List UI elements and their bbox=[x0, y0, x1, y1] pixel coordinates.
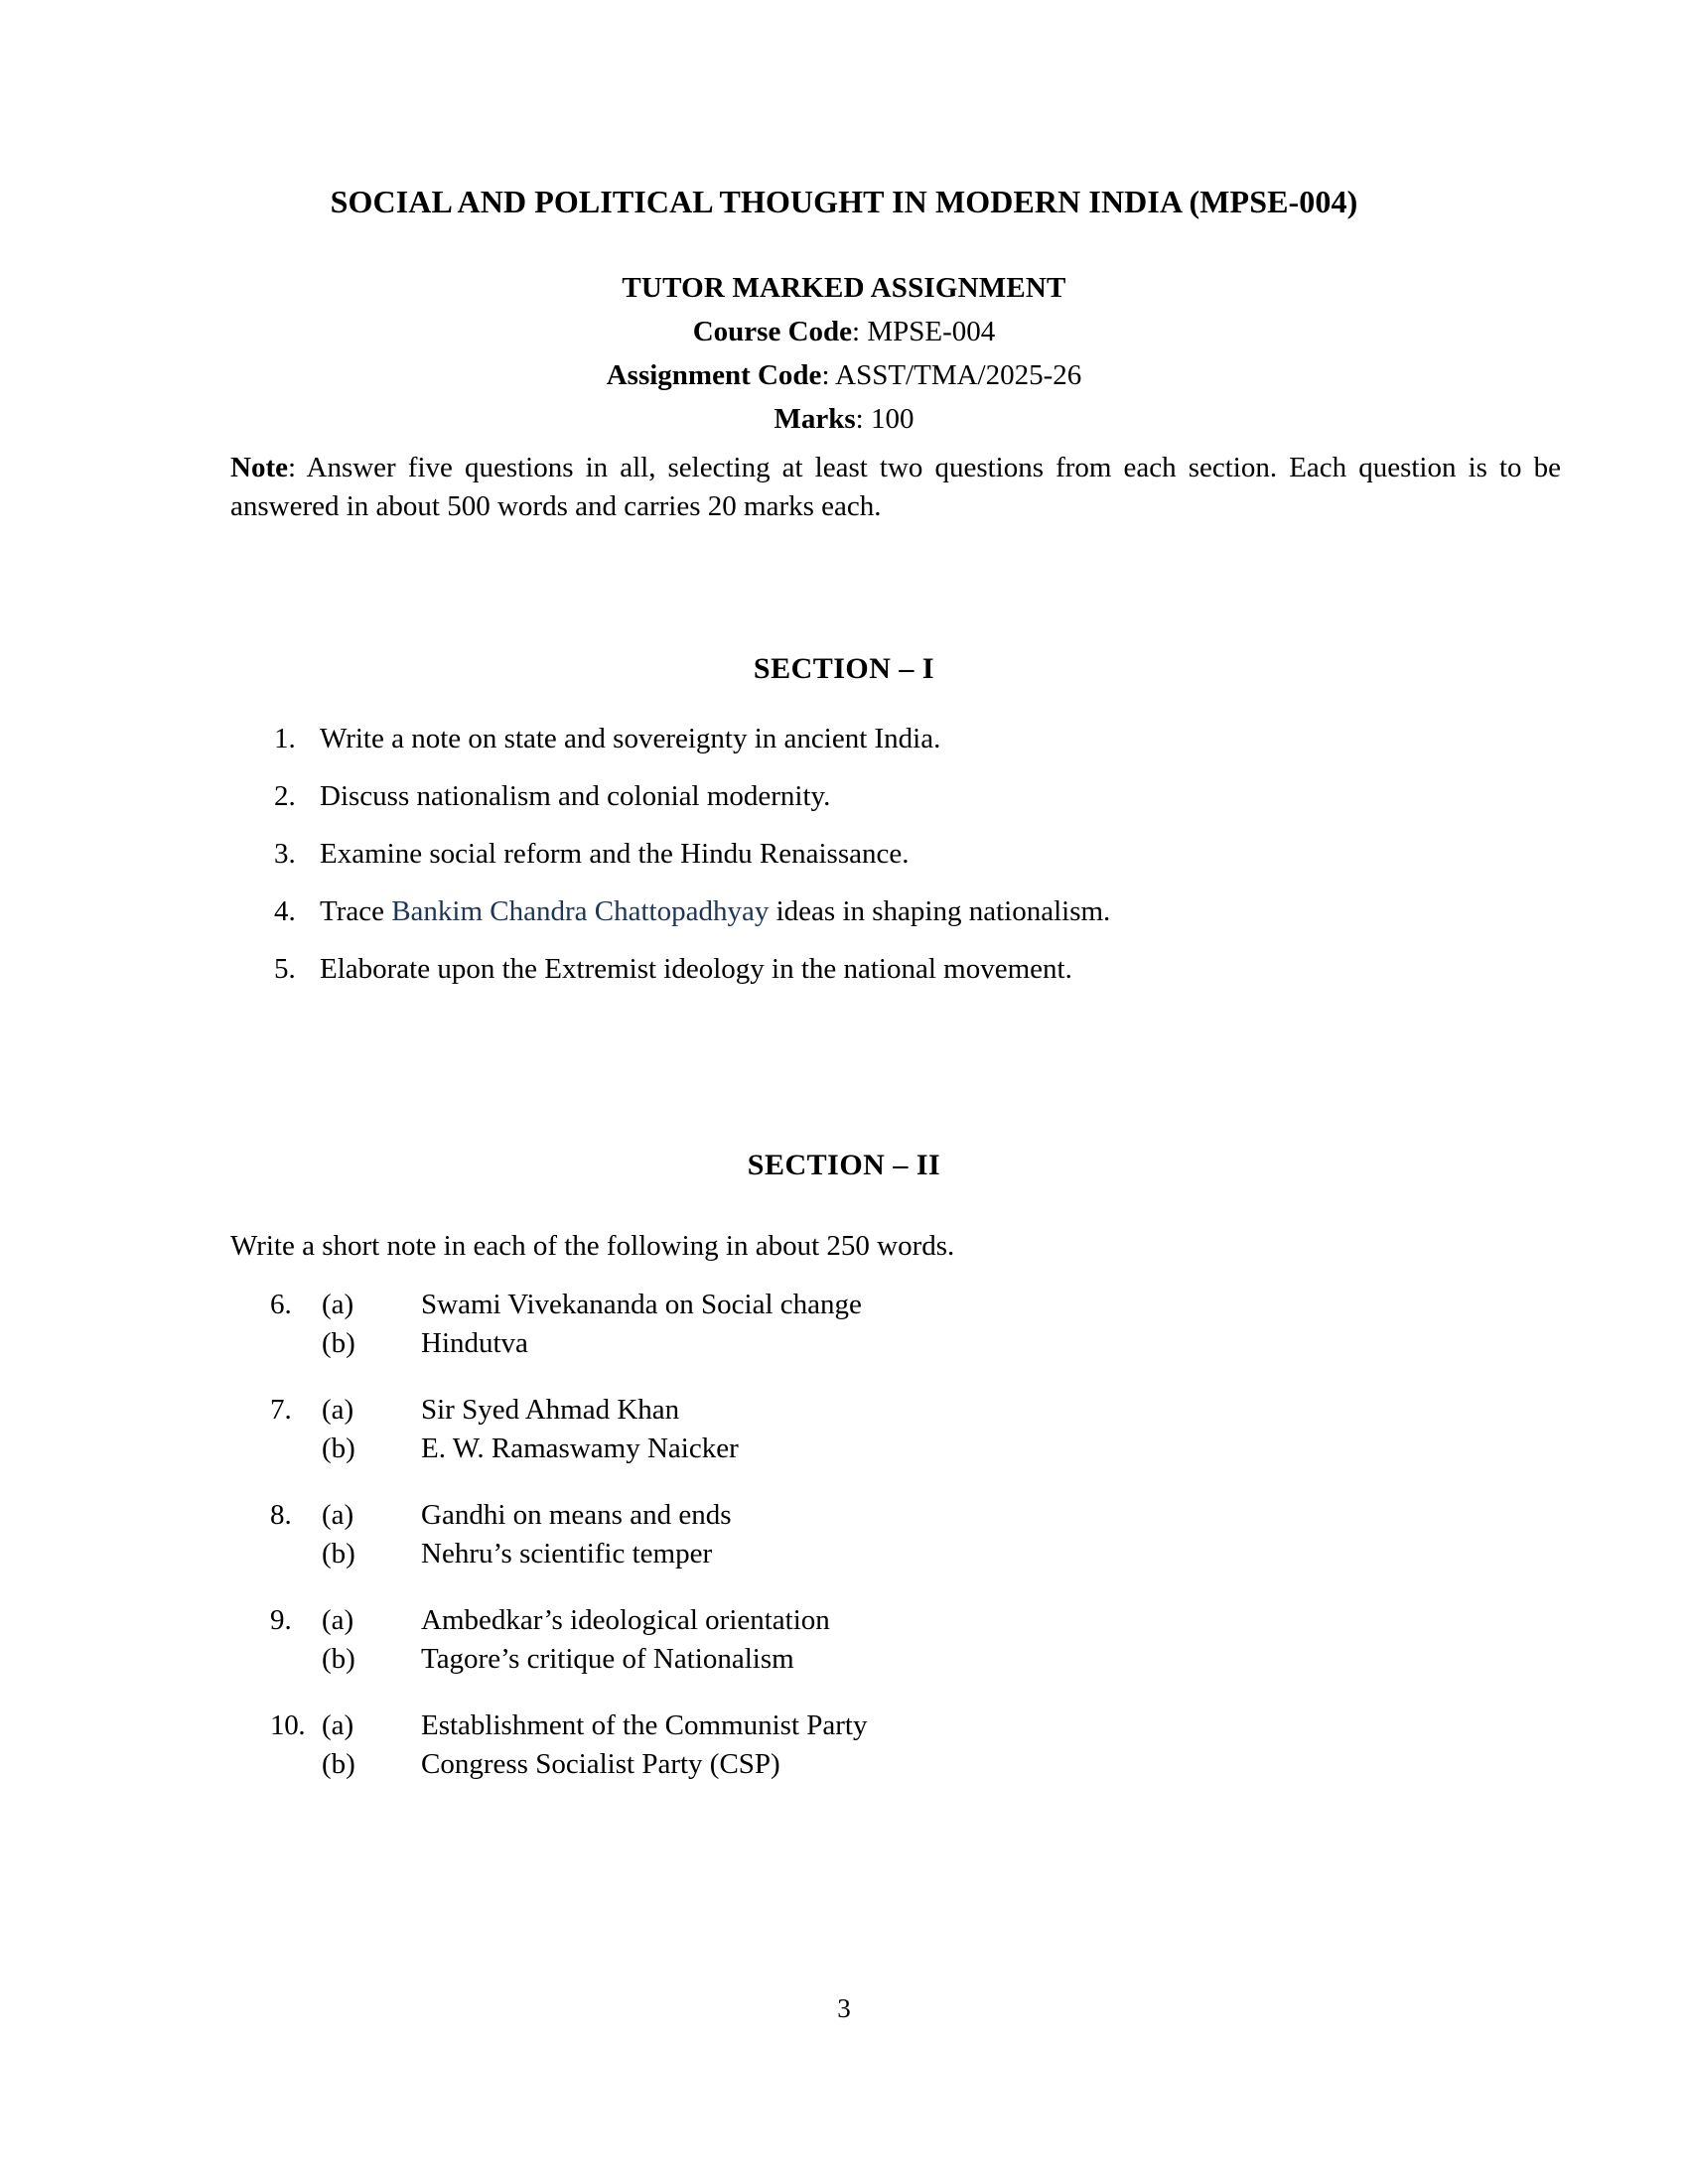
short-note-item-text: Tagore’s critique of Nationalism bbox=[421, 1643, 794, 1675]
short-note-group-number bbox=[270, 1430, 322, 1468]
course-code-label: Course Code bbox=[692, 316, 853, 347]
short-note-group bbox=[270, 1391, 1511, 1468]
assignment-code-label: Assignment Code bbox=[606, 359, 822, 391]
short-note-item-letter: (b) bbox=[322, 1748, 355, 1780]
short-note-item-text: Hindutva bbox=[421, 1327, 528, 1359]
question-text-highlight: Bankim Chandra Chattopadhyay bbox=[391, 895, 770, 927]
note-paragraph bbox=[230, 449, 1561, 526]
note-label: Note bbox=[230, 452, 288, 483]
short-note-group-number bbox=[270, 1535, 322, 1573]
short-note-item-letter: (a) bbox=[322, 1604, 354, 1636]
short-note-item-letter: (b) bbox=[322, 1538, 355, 1570]
question-text bbox=[320, 895, 1515, 928]
tutor-marked-assignment-heading: TUTOR MARKED ASSIGNMENT bbox=[622, 272, 1066, 304]
short-note-group-number: 7. bbox=[270, 1394, 292, 1426]
short-note-item-text: Nehru’s scientific temper bbox=[421, 1538, 713, 1570]
assignment-header-block bbox=[0, 266, 1688, 441]
short-note-group bbox=[270, 1286, 1511, 1363]
assignment-code-value: : ASST/TMA/2025-26 bbox=[821, 359, 1082, 391]
question-number: 3. bbox=[274, 838, 296, 870]
short-note-item-letter: (a) bbox=[322, 1709, 354, 1741]
question-item bbox=[274, 895, 1515, 928]
short-note-group-number bbox=[270, 1745, 322, 1784]
question-item bbox=[274, 953, 1515, 986]
question-text-suffix: ideas in shaping nationalism. bbox=[769, 895, 1111, 927]
short-note-item-text: Congress Socialist Party (CSP) bbox=[421, 1748, 780, 1780]
question-text: Elaborate upon the Extremist ideology in the national movement. bbox=[320, 953, 1072, 985]
short-note-item-letter: (a) bbox=[322, 1289, 354, 1320]
question-item bbox=[274, 723, 1515, 755]
marks-value: : 100 bbox=[855, 403, 914, 435]
short-note-item-letter: (a) bbox=[322, 1499, 354, 1531]
question-number: 2. bbox=[274, 780, 296, 812]
marks-line bbox=[0, 397, 1688, 441]
short-note-item-text: E. W. Ramaswamy Naicker bbox=[421, 1433, 739, 1464]
assignment-code-line bbox=[0, 353, 1688, 397]
short-note-group-number: 9. bbox=[270, 1604, 292, 1636]
short-note-item-letter: (b) bbox=[322, 1433, 355, 1464]
short-note-group bbox=[270, 1601, 1511, 1679]
section-one-question-list bbox=[274, 723, 1515, 986]
short-note-group-number: 10. bbox=[270, 1709, 306, 1741]
question-number: 1. bbox=[274, 723, 296, 754]
short-note-item-text: Establishment of the Communist Party bbox=[421, 1709, 868, 1741]
short-note-item-text: Swami Vivekananda on Social change bbox=[421, 1289, 862, 1320]
page-title: SOCIAL AND POLITICAL THOUGHT IN MODERN INDIA (MPSE-004) bbox=[330, 184, 1358, 219]
question-number: 4. bbox=[274, 895, 296, 927]
short-note-item bbox=[270, 1745, 1511, 1784]
question-number: 5. bbox=[274, 953, 296, 985]
short-note-group-number bbox=[270, 1640, 322, 1679]
question-text: Discuss nationalism and colonial modernity. bbox=[320, 780, 831, 812]
short-note-group-number: 6. bbox=[270, 1289, 292, 1320]
short-note-item bbox=[270, 1535, 1511, 1573]
short-note-group-number bbox=[270, 1324, 322, 1363]
short-note-item bbox=[270, 1601, 1511, 1640]
short-note-item-letter: (a) bbox=[322, 1394, 354, 1426]
section-two-heading: SECTION – II bbox=[747, 1149, 941, 1181]
short-note-item bbox=[270, 1640, 1511, 1679]
short-note-item bbox=[270, 1324, 1511, 1363]
short-note-item-letter: (b) bbox=[322, 1327, 355, 1359]
short-note-item bbox=[270, 1430, 1511, 1468]
question-text: Examine social reform and the Hindu Renaissance. bbox=[320, 838, 910, 870]
short-note-item bbox=[270, 1391, 1511, 1430]
short-note-item bbox=[270, 1286, 1511, 1324]
short-note-item-letter: (b) bbox=[322, 1643, 355, 1675]
marks-label: Marks bbox=[774, 403, 856, 435]
question-text: Write a note on state and sovereignty in ancient India. bbox=[320, 723, 941, 754]
section-two-short-note-list bbox=[270, 1286, 1511, 1784]
short-note-item bbox=[270, 1706, 1511, 1745]
course-code-value: : MPSE-004 bbox=[852, 316, 996, 347]
short-note-item bbox=[270, 1496, 1511, 1535]
page-number: 3 bbox=[837, 1993, 851, 2023]
short-note-item-text: Gandhi on means and ends bbox=[421, 1499, 732, 1531]
short-note-group bbox=[270, 1706, 1511, 1784]
short-note-group bbox=[270, 1496, 1511, 1573]
question-text-prefix: Trace bbox=[320, 895, 392, 927]
section-one-heading: SECTION – I bbox=[753, 652, 935, 685]
course-code-line bbox=[0, 310, 1688, 353]
question-item bbox=[274, 838, 1515, 871]
short-note-item-text: Sir Syed Ahmad Khan bbox=[421, 1394, 680, 1426]
note-text: : Answer five questions in all, selecting at least two questions from each section. Each question is to be answered in about 500 words and carries 20 marks each. bbox=[230, 452, 1561, 522]
question-item bbox=[274, 780, 1515, 813]
section-two-intro: Write a short note in each of the following in about 250 words. bbox=[230, 1230, 955, 1262]
short-note-item-text: Ambedkar’s ideological orientation bbox=[421, 1604, 830, 1636]
short-note-group-number: 8. bbox=[270, 1499, 292, 1531]
